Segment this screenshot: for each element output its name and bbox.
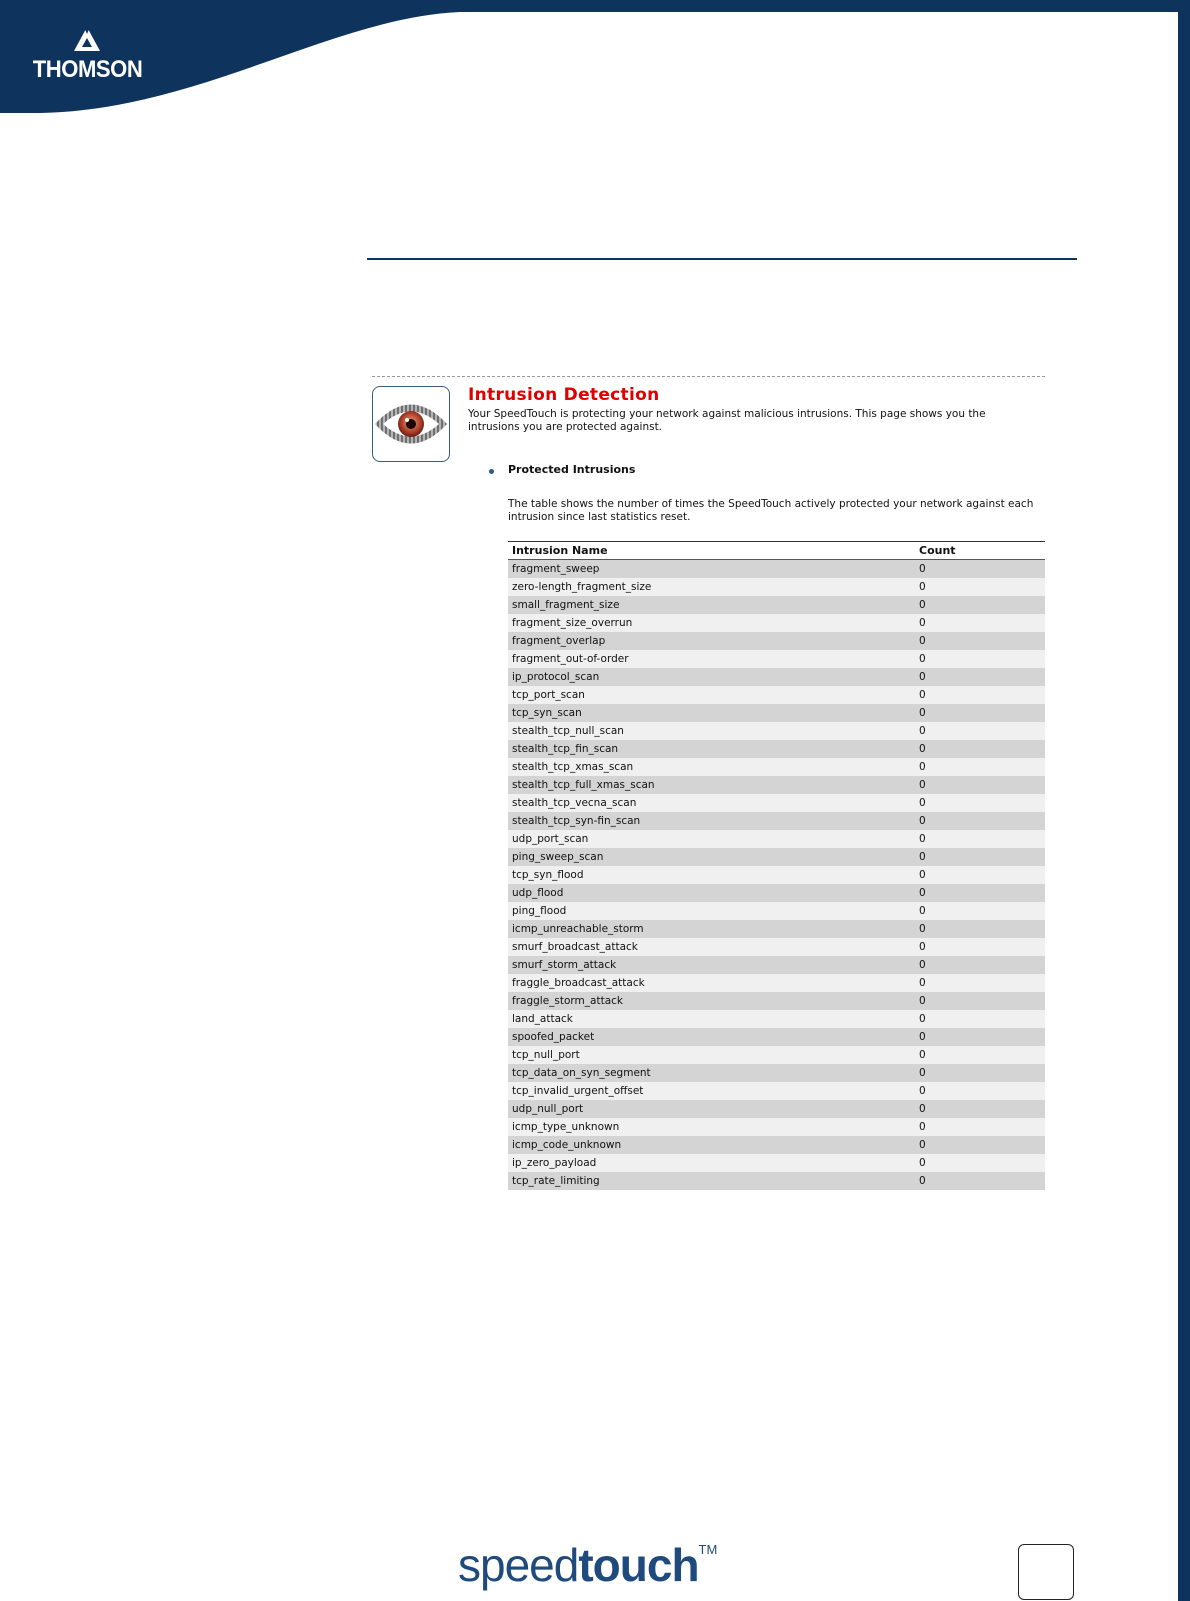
- cell-count: 0: [919, 1103, 926, 1115]
- cell-count: 0: [919, 1067, 926, 1079]
- cell-intrusion-name: udp_flood: [512, 887, 564, 899]
- cell-count: 0: [919, 995, 926, 1007]
- cell-intrusion-name: stealth_tcp_vecna_scan: [512, 797, 637, 809]
- table-row: [508, 560, 1045, 579]
- cell-intrusion-name: tcp_data_on_syn_segment: [512, 1067, 651, 1079]
- cell-intrusion-name: smurf_broadcast_attack: [512, 941, 638, 953]
- cell-count: 0: [919, 1085, 926, 1097]
- cell-intrusion-name: fragment_sweep: [512, 563, 600, 575]
- table-row: [508, 920, 1045, 938]
- table-row: [508, 686, 1045, 704]
- cell-count: 0: [919, 689, 926, 701]
- table-row: [508, 1028, 1045, 1046]
- cell-count: 0: [919, 581, 926, 593]
- cell-count: 0: [919, 707, 926, 719]
- cell-count: 0: [919, 779, 926, 791]
- table-row: [508, 902, 1045, 920]
- thomson-mark-icon: [72, 26, 102, 54]
- cell-intrusion-name: stealth_tcp_null_scan: [512, 725, 624, 737]
- section-heading: Protected Intrusions: [508, 463, 636, 476]
- table-header-row: [508, 542, 1045, 560]
- cell-intrusion-name: spoofed_packet: [512, 1031, 595, 1043]
- dashed-divider: [372, 376, 1045, 377]
- cell-intrusion-name: zero-length_fragment_size: [512, 581, 652, 593]
- cell-intrusion-name: stealth_tcp_syn-fin_scan: [512, 815, 641, 827]
- cell-count: 0: [919, 1049, 926, 1061]
- column-header-count: Count: [919, 544, 956, 557]
- cell-intrusion-name: fragment_overlap: [512, 635, 606, 647]
- cell-count: 0: [919, 923, 926, 935]
- table-row: [508, 668, 1045, 686]
- cell-count: 0: [919, 851, 926, 863]
- cell-count: 0: [919, 887, 926, 899]
- cell-intrusion-name: fragment_out-of-order: [512, 653, 629, 665]
- table-row: [508, 578, 1045, 596]
- cell-intrusion-name: smurf_storm_attack: [512, 959, 617, 971]
- table-row: [508, 704, 1045, 722]
- cell-intrusion-name: ping_flood: [512, 905, 567, 917]
- table-row: [508, 1010, 1045, 1028]
- table-row: [508, 1064, 1045, 1082]
- cell-intrusion-name: tcp_invalid_urgent_offset: [512, 1085, 644, 1097]
- header-band: [0, 0, 1190, 120]
- table-row: [508, 596, 1045, 614]
- table-row: [508, 722, 1045, 740]
- cell-count: 0: [919, 905, 926, 917]
- cell-intrusion-name: stealth_tcp_xmas_scan: [512, 761, 634, 773]
- cell-count: 0: [919, 815, 926, 827]
- cell-count: 0: [919, 617, 926, 629]
- logo-trademark: TM: [698, 1542, 718, 1557]
- cell-count: 0: [919, 563, 926, 575]
- thomson-logo: [28, 26, 146, 86]
- cell-count: 0: [919, 599, 926, 611]
- cell-intrusion-name: tcp_syn_scan: [512, 707, 582, 719]
- table-row: [508, 740, 1045, 758]
- cell-count: 0: [919, 671, 926, 683]
- section-rule: [367, 258, 1077, 260]
- table-row: [508, 632, 1045, 650]
- cell-intrusion-name: tcp_null_port: [512, 1049, 580, 1061]
- table-row: [508, 776, 1045, 794]
- cell-intrusion-name: tcp_port_scan: [512, 689, 585, 701]
- table-row: [508, 956, 1045, 974]
- cell-count: 0: [919, 869, 926, 881]
- cell-intrusion-name: land_attack: [512, 1013, 573, 1025]
- table-row: [508, 938, 1045, 956]
- table-row: [508, 1172, 1045, 1190]
- cell-intrusion-name: fraggle_storm_attack: [512, 995, 623, 1007]
- cell-count: 0: [919, 959, 926, 971]
- cell-intrusion-name: icmp_code_unknown: [512, 1139, 622, 1151]
- cell-intrusion-name: fraggle_broadcast_attack: [512, 977, 645, 989]
- table-row: [508, 1082, 1045, 1100]
- table-row: [508, 992, 1045, 1010]
- table-row: [508, 1118, 1045, 1136]
- intrusion-table: [508, 541, 1045, 1190]
- cell-intrusion-name: tcp_syn_flood: [512, 869, 584, 881]
- cell-count: 0: [919, 1139, 926, 1151]
- cell-count: 0: [919, 941, 926, 953]
- cell-count: 0: [919, 1031, 926, 1043]
- page-title: Intrusion Detection: [468, 385, 660, 405]
- cell-intrusion-name: icmp_type_unknown: [512, 1121, 620, 1133]
- cell-intrusion-name: icmp_unreachable_storm: [512, 923, 644, 935]
- cell-count: 0: [919, 1121, 926, 1133]
- cell-count: 0: [919, 725, 926, 737]
- table-row: [508, 650, 1045, 668]
- cell-intrusion-name: stealth_tcp_full_xmas_scan: [512, 779, 655, 791]
- logo-light: speed: [458, 1539, 579, 1591]
- cell-intrusion-name: udp_null_port: [512, 1103, 584, 1115]
- table-row: [508, 1154, 1045, 1172]
- table-row: [508, 1046, 1045, 1064]
- table-row: [508, 848, 1045, 866]
- cell-intrusion-name: small_fragment_size: [512, 599, 620, 611]
- table-row: [508, 812, 1045, 830]
- column-header-intrusion-name: Intrusion Name: [512, 544, 608, 557]
- cell-intrusion-name: fragment_size_overrun: [512, 617, 633, 629]
- table-row: [508, 884, 1045, 902]
- cell-intrusion-name: ip_protocol_scan: [512, 671, 600, 683]
- table-row: [508, 758, 1045, 776]
- bullet-icon: [489, 469, 494, 474]
- cell-intrusion-name: ip_zero_payload: [512, 1157, 597, 1169]
- table-row: [508, 866, 1045, 884]
- cell-count: 0: [919, 977, 926, 989]
- table-body: [508, 560, 1045, 1191]
- eye-icon: [372, 386, 450, 462]
- cell-count: 0: [919, 653, 926, 665]
- table-row: [508, 1136, 1045, 1154]
- table-row: [508, 794, 1045, 812]
- intro-text: Your SpeedTouch is protecting your network against malicious intrusions. This page shows you the intrusions you are protected against.: [468, 408, 986, 433]
- table-row: [508, 1100, 1045, 1118]
- thomson-wordmark: THOMSON: [32, 56, 143, 83]
- cell-intrusion-name: tcp_rate_limiting: [512, 1175, 600, 1187]
- cell-count: 0: [919, 743, 926, 755]
- cell-intrusion-name: ping_sweep_scan: [512, 851, 604, 863]
- cell-intrusion-name: udp_port_scan: [512, 833, 589, 845]
- cell-intrusion-name: stealth_tcp_fin_scan: [512, 743, 619, 755]
- cell-count: 0: [919, 797, 926, 809]
- section-description: The table shows the number of times the SpeedTouch actively protected your network against each intrusion since last statistics reset.: [508, 498, 1034, 523]
- cell-count: 0: [919, 761, 926, 773]
- cell-count: 0: [919, 635, 926, 647]
- right-edge-bar: [1178, 12, 1190, 1601]
- page-number-box: [1018, 1544, 1074, 1600]
- table-row: [508, 974, 1045, 992]
- speedtouch-logo: [458, 1538, 718, 1591]
- table-row: [508, 830, 1045, 848]
- table-row: [508, 614, 1045, 632]
- intrusion-detection-screenshot: [370, 376, 1047, 1191]
- logo-bold: touch: [578, 1539, 699, 1591]
- cell-count: 0: [919, 1157, 926, 1169]
- cell-count: 0: [919, 833, 926, 845]
- cell-count: 0: [919, 1175, 926, 1187]
- cell-count: 0: [919, 1013, 926, 1025]
